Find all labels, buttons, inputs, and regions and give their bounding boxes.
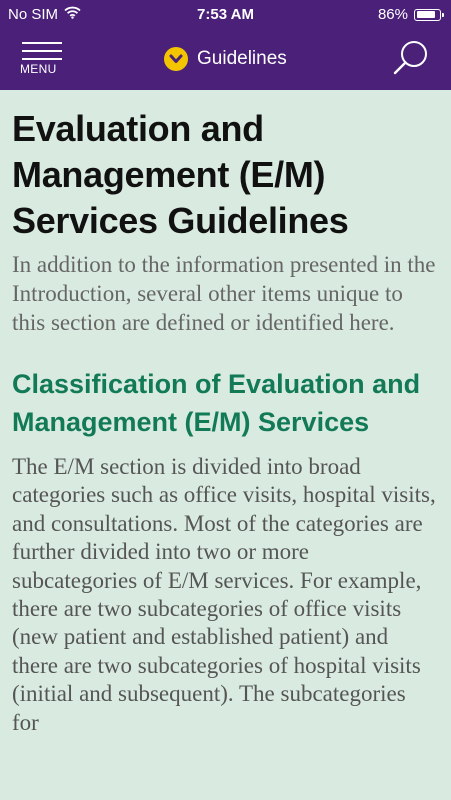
section-body-paragraph: The E/M section is divided into broad categories such as office visits, hospital visits, and consultations. Most of the categories are further divided into two or more subcategories of E/M services. For example, there are two subcategories of office visits (new patient and established patient) and there are two subcategories of hospital visits (initial and subsequent). The subcategories for <box>12 454 436 735</box>
status-time: 7:53 AM <box>197 6 254 23</box>
search-icon <box>391 66 431 83</box>
intro-paragraph: In addition to the information presented in the Introduction, several other items unique to this section are defined or identified here. <box>12 252 436 335</box>
content-area[interactable] <box>12 90 438 737</box>
battery-icon <box>414 9 441 21</box>
status-bar <box>0 0 451 30</box>
guidelines-dropdown[interactable] <box>164 47 287 71</box>
carrier-label: No SIM <box>8 6 59 23</box>
battery-fill <box>417 11 435 18</box>
page-title: Evaluation and Management (E/M) Services Guidelines <box>12 108 349 241</box>
nav-bar <box>0 30 451 90</box>
battery-percent: 86% <box>377 6 408 23</box>
nav-title: Guidelines <box>197 48 287 69</box>
search-button[interactable] <box>391 39 431 79</box>
status-right <box>378 6 441 23</box>
section-heading: Classification of Evaluation and Management (E/M) Services <box>12 369 421 437</box>
chevron-down-icon <box>164 47 188 71</box>
menu-label: MENU <box>20 62 57 76</box>
menu-button[interactable] <box>20 40 66 84</box>
